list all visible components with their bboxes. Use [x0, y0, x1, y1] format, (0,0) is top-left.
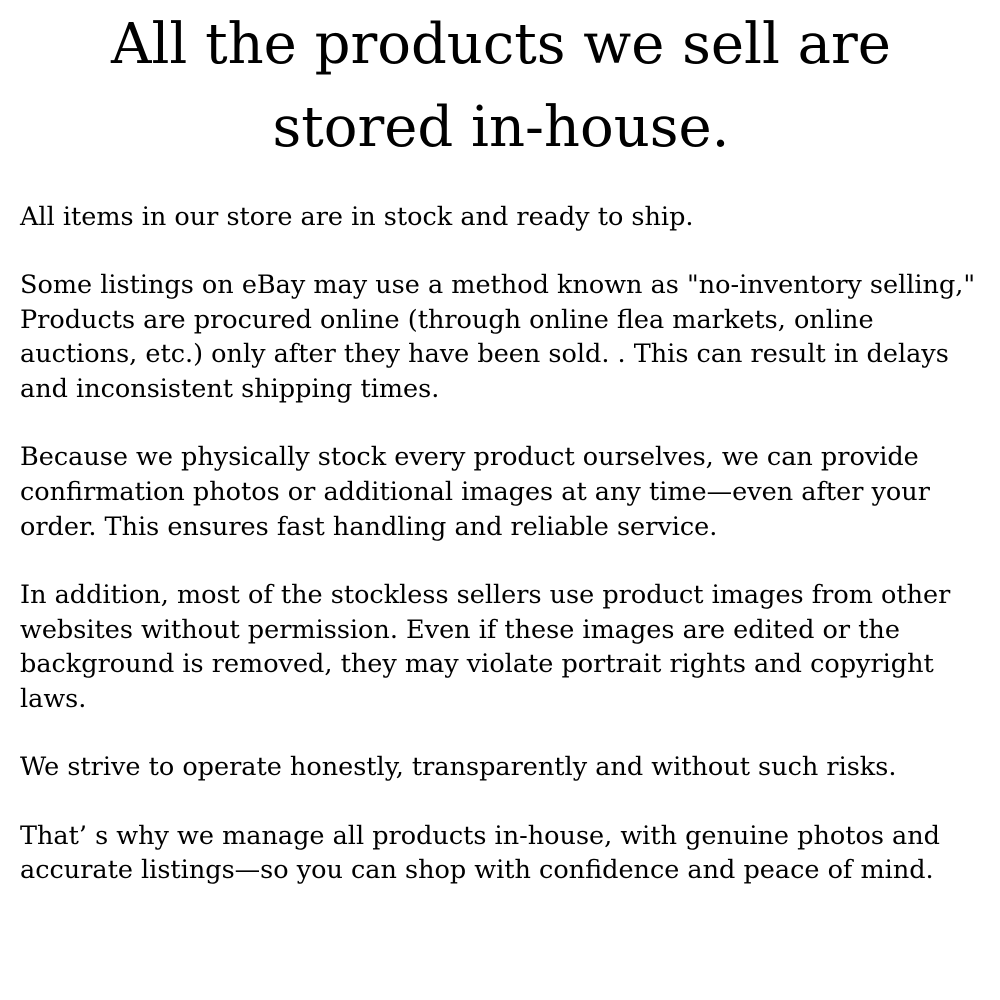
paragraph: We strive to operate honestly, transparently and without such risks. [20, 752, 897, 783]
page-title: All the products we sell are stored in-house. [111, 12, 891, 160]
paragraph: Because we physically stock every product ourselves, we can provide confirmation photos or additional images at any time—even after your order. This ensures fast handling and reliable service. [20, 442, 930, 542]
paragraph: All items in our store are in stock and ready to ship. [20, 201, 694, 232]
document-body [20, 200, 982, 888]
paragraph: That’ s why we manage all products in-house, with genuine photos and accurate listings—so you can shop with confidence and peace of mind. [20, 820, 940, 886]
paragraph: Some listings on eBay may use a method known as "no-inventory selling," Products are procured online (through online flea markets, online auctions, etc.) only after they have been sold. . This can result in delays and inconsistent shipping times. [20, 270, 976, 404]
paragraph: In addition, most of the stockless sellers use product images from other websites without permission. Even if these images are edited or the background is removed, they may violate portrait rights and copyright laws. [20, 580, 951, 714]
